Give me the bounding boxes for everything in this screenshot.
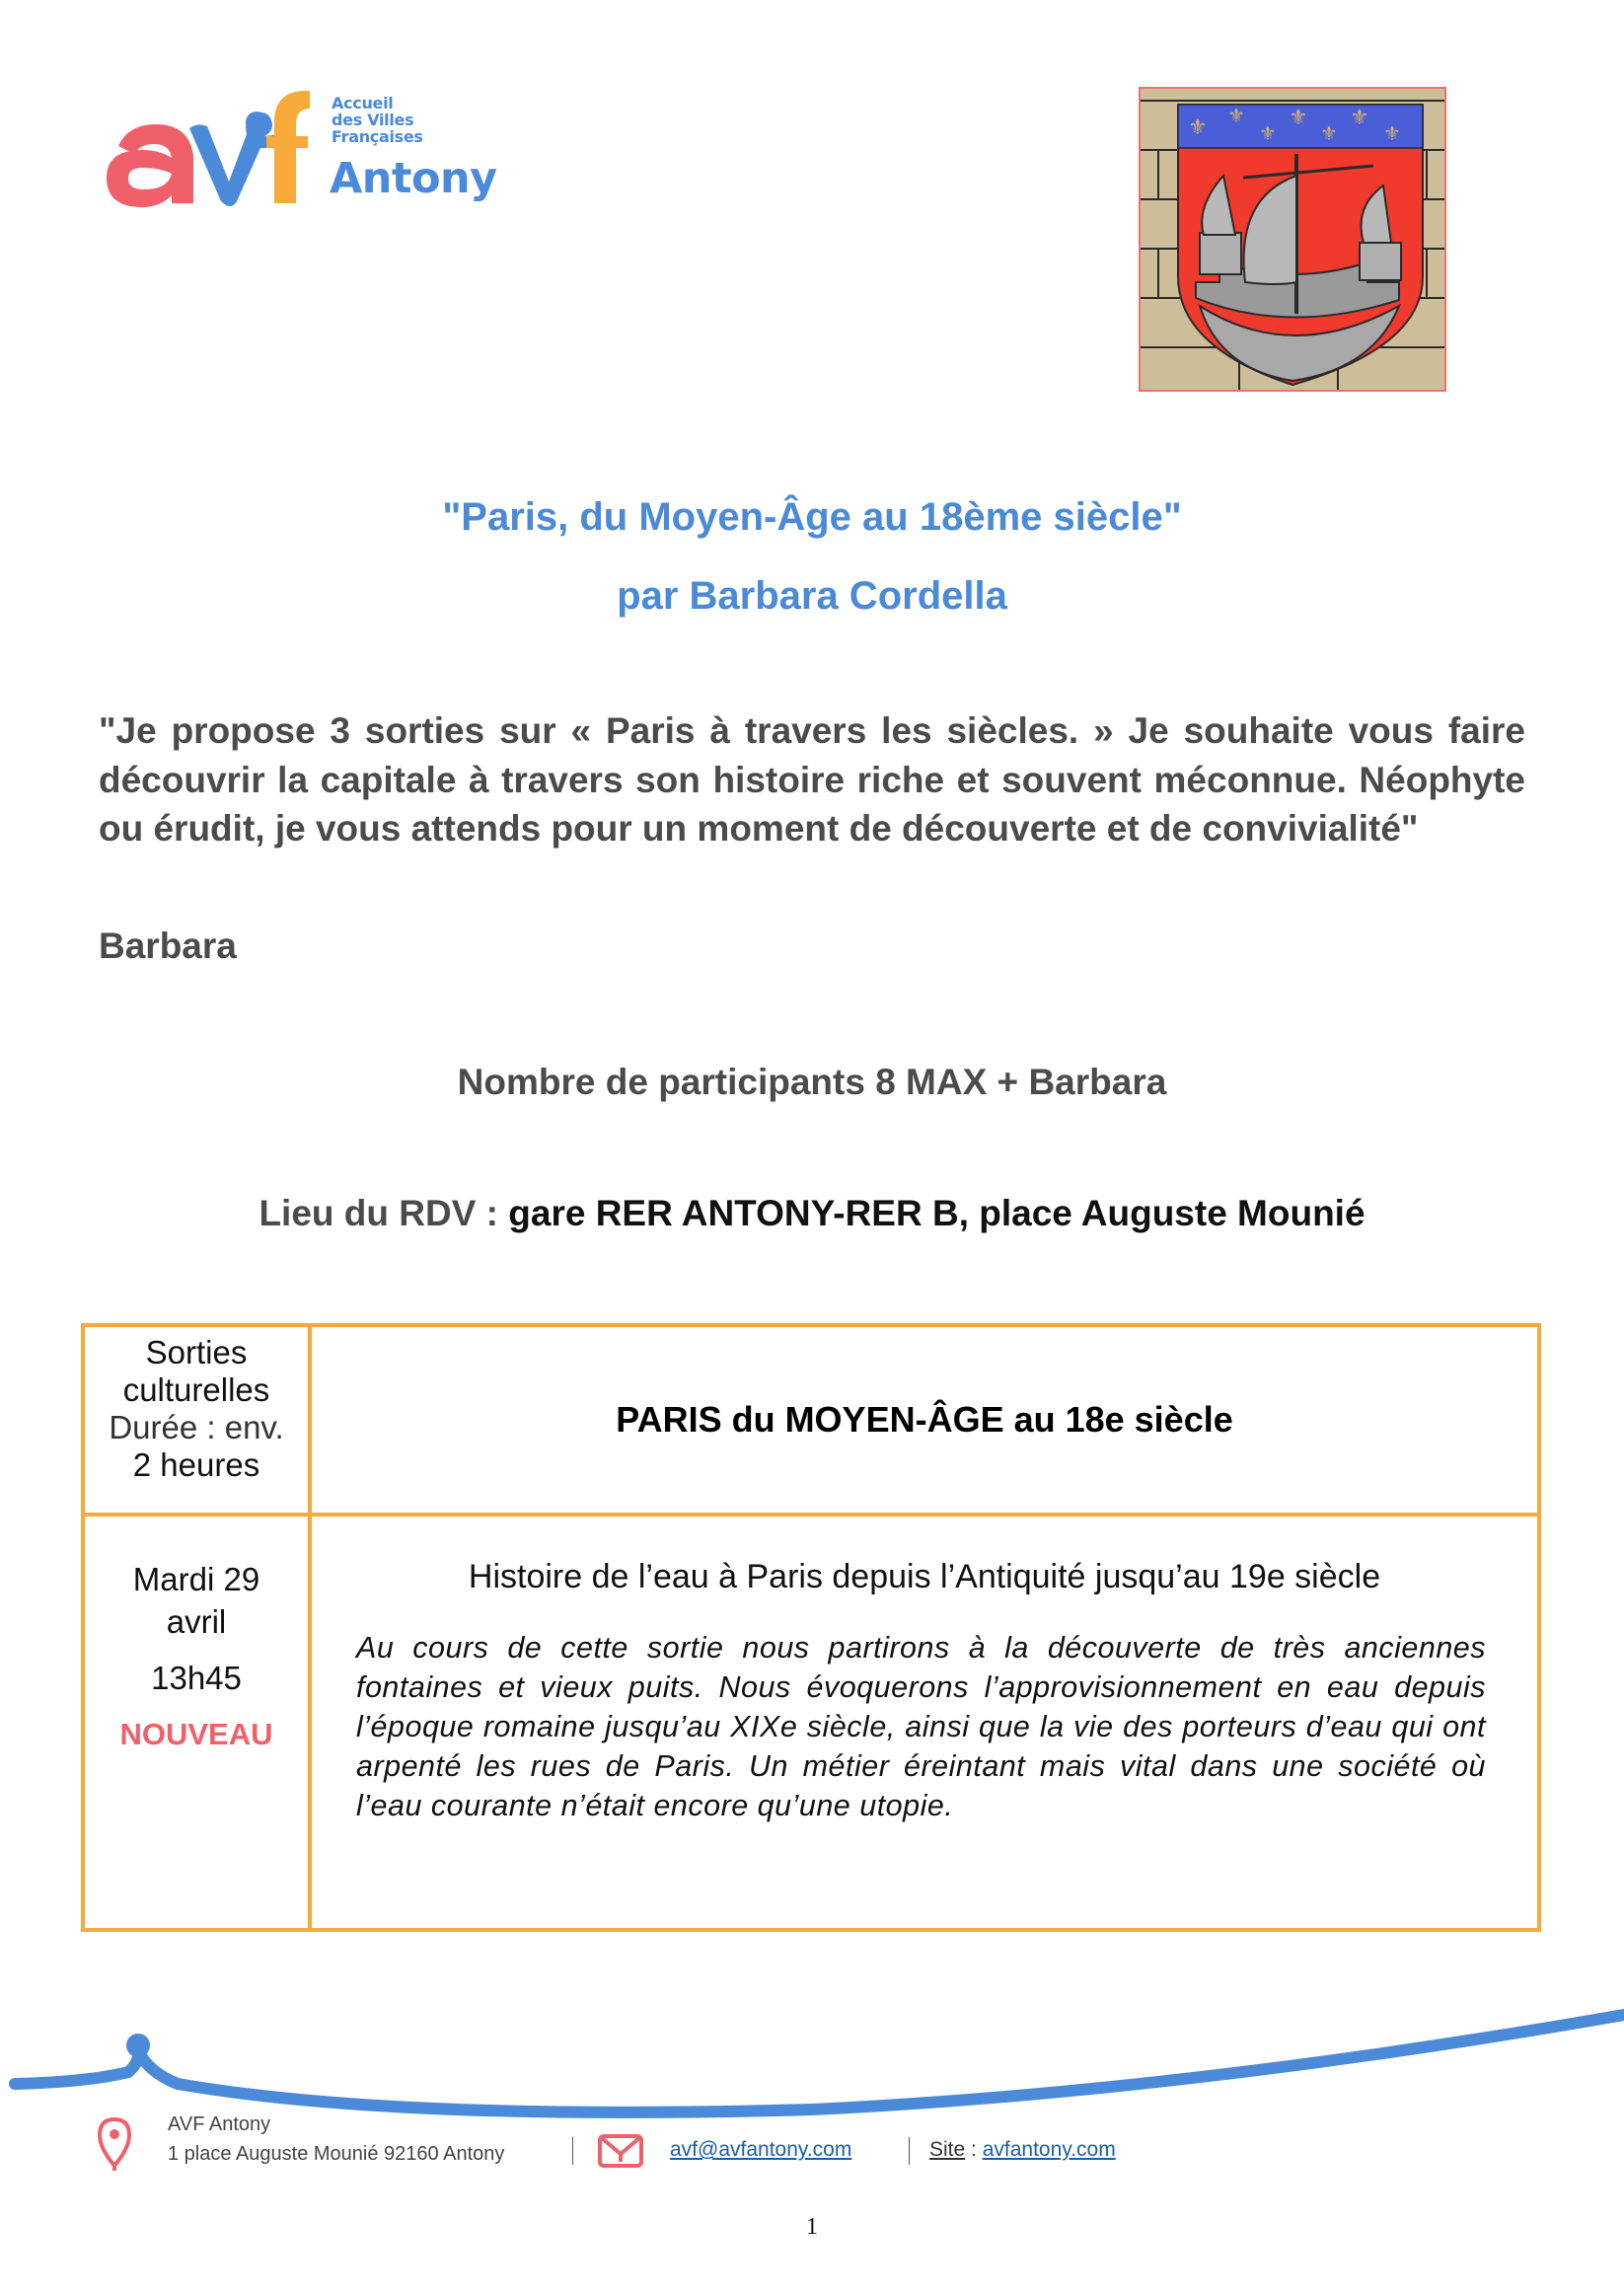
table-header-category-cell <box>85 1327 308 1513</box>
outing-date-line-1: Mardi 29 <box>132 1561 260 1597</box>
site-label: Site <box>929 2138 966 2161</box>
meeting-point-label: Lieu du RDV : <box>258 1193 498 1233</box>
email-icon <box>598 2134 643 2168</box>
svg-text:⚜: ⚜ <box>1259 121 1277 145</box>
table-row-date-cell <box>85 1517 308 1752</box>
email-link[interactable]: avf@avfantony.com <box>670 2138 852 2161</box>
outing-date <box>85 1517 308 1643</box>
logo-tagline <box>332 95 423 145</box>
footer-org-name: AVF Antony <box>168 2113 271 2135</box>
location-pin-icon <box>97 2116 132 2172</box>
outings-table <box>81 1323 1541 1932</box>
footer-separator <box>572 2137 573 2165</box>
site-link[interactable]: avfantony.com <box>982 2138 1116 2161</box>
new-badge: NOUVEAU <box>119 1717 273 1751</box>
paris-coat-of-arms <box>1139 87 1446 392</box>
event-author: par Barbara Cordella <box>617 574 1007 618</box>
coat-of-arms-image <box>1141 89 1444 390</box>
quote-signature: Barbara <box>99 926 237 966</box>
svg-text:⚜: ⚜ <box>1320 121 1338 145</box>
category-line-2: culturelles <box>122 1371 270 1408</box>
outing-time: 13h45 <box>151 1660 242 1696</box>
svg-text:⚜: ⚜ <box>1383 121 1401 145</box>
outing-description: Au cours de cette sortie nous partirons à la découverte de très anciennes fontaines et vieux puits. Nous évoquerons l’approvisionnement en eau depuis l’époque romaine jusqu’au XIXe siècle, ainsi que la vie des porteurs d’eau qui ont arpenté les rues de Paris. Un métier éreintant mais vital dans une société où l’eau courante n’était encore qu’une utopie. <box>356 1631 1486 1822</box>
outing-date-line-2: avril <box>166 1603 227 1640</box>
page-number: 1 <box>806 2214 818 2240</box>
svg-text:⚜: ⚜ <box>1188 115 1208 140</box>
svg-text:⚜: ⚜ <box>1227 104 1245 127</box>
avf-logo-mark <box>99 87 326 215</box>
site-separator: : <box>965 2138 983 2161</box>
duration-line-2: 2 heures <box>132 1446 260 1483</box>
tagline-line-1: Accueil <box>332 94 394 112</box>
category-line-1: Sorties <box>145 1334 248 1370</box>
footer-site <box>929 2138 1116 2162</box>
table-header-title-cell <box>312 1327 1537 1513</box>
footer-separator <box>909 2137 910 2165</box>
tagline-line-2: des Villes <box>332 111 414 129</box>
table-header-title: PARIS du MOYEN-ÂGE au 18e siècle <box>616 1399 1233 1440</box>
footer-address <box>168 2110 504 2169</box>
svg-text:⚜: ⚜ <box>1350 106 1369 130</box>
meeting-point <box>0 1193 1624 1234</box>
avf-antony-logo <box>99 87 533 225</box>
tagline-line-3: Françaises <box>332 127 423 146</box>
logo-city: Antony <box>330 154 497 203</box>
footer-street: 1 place Auguste Mounié 92160 Antony <box>168 2143 505 2165</box>
outing-subtitle: Histoire de l’eau à Paris depuis l’Antiquité jusqu’au 19e siècle <box>468 1558 1381 1595</box>
event-title: "Paris, du Moyen-Âge au 18ème siècle" <box>442 495 1182 539</box>
meeting-point-value: gare RER ANTONY-RER B, place Auguste Mounié <box>498 1193 1366 1233</box>
duration-line-1: Durée : env. <box>109 1409 284 1445</box>
intro-quote: "Je propose 3 sorties sur « Paris à travers les siècles. » Je souhaite vous faire découvrir la capitale à travers son histoire riche et souvent méconnue. Néophyte ou érudit, je vous attends pour un moment de découverte et de convivialité" <box>99 710 1525 849</box>
participants-info: Nombre de participants 8 MAX + Barbara <box>457 1062 1167 1102</box>
table-row-description-cell <box>312 1517 1537 1825</box>
svg-text:⚜: ⚜ <box>1289 106 1308 130</box>
